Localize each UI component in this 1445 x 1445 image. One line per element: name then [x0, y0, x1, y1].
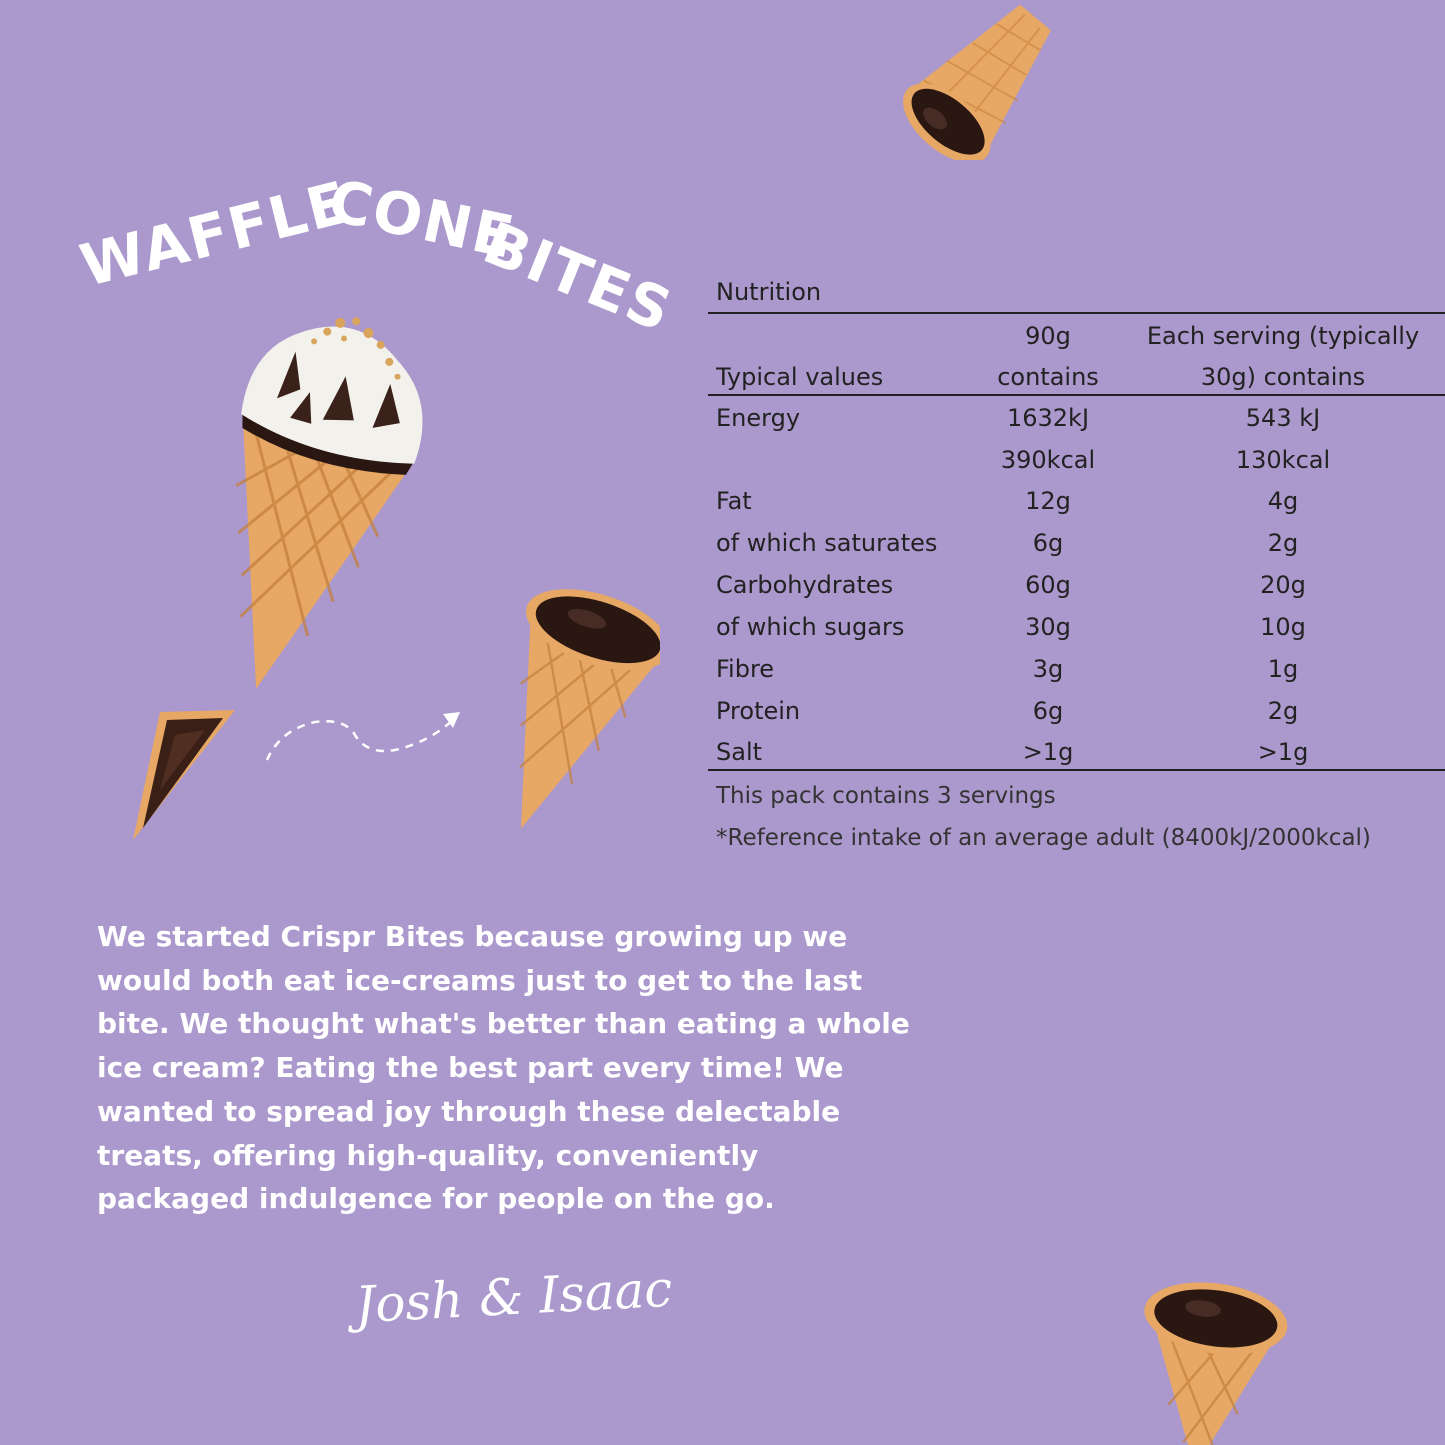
row-label: Fat [716, 487, 752, 515]
row-per90: 30g [1025, 613, 1071, 641]
reference-intake-note: *Reference intake of an average adult (8400kJ/2000kcal) [716, 825, 1371, 851]
row-serving: 543 kJ [1245, 404, 1321, 432]
row-label: Protein [716, 697, 801, 725]
row-per90: 390kcal [1000, 446, 1096, 474]
row-per90: 6g [1032, 697, 1064, 725]
row-label: of which sugars [716, 613, 905, 641]
middle-cone-image [480, 580, 660, 840]
title-word-3: BITES [474, 208, 683, 346]
row-per90: 60g [1025, 571, 1071, 599]
row-serving: 130kcal [1235, 446, 1331, 474]
title-word-1: WAFFLE [73, 167, 357, 301]
row-per90: 12g [1025, 487, 1071, 515]
row-serving: 2g [1267, 529, 1299, 557]
header-serving-line2: 30g) contains [1200, 363, 1366, 391]
header-serving-line1: Each serving (typically [1146, 322, 1420, 350]
row-label: Salt [716, 738, 763, 766]
servings-note: This pack contains 3 servings [716, 783, 1056, 809]
cone-tip-image [125, 700, 245, 845]
row-per90: 3g [1032, 655, 1064, 683]
header-typical-values: Typical values [716, 363, 884, 391]
divider [708, 769, 1445, 771]
top-cone-image [860, 0, 1090, 160]
row-serving: >1g [1257, 738, 1309, 766]
row-serving: 20g [1260, 571, 1306, 599]
row-serving: 1g [1267, 655, 1299, 683]
founders-signature: Josh & Isaac [353, 1259, 674, 1335]
row-label: Carbohydrates [716, 571, 894, 599]
header-90g-line2: contains [997, 363, 1099, 391]
divider [708, 394, 1445, 396]
nutrition-heading: Nutrition [716, 278, 822, 306]
row-serving: 2g [1267, 697, 1299, 725]
brand-story: We started Crispr Bites because growing up we would both eat ice-creams just to get to the last bite. We thought what's better than eating a whole ice cream? Eating the best part every time! We wanted to spread joy through these delectable treats, offering high-quality, conveniently packaged indulgence for people on the go. [97, 920, 910, 1216]
main-cone-image [170, 300, 440, 700]
bottom-cone-image [1130, 1270, 1290, 1445]
row-label: Fibre [716, 655, 775, 683]
row-per90: 6g [1032, 529, 1064, 557]
title-word-2: CONE [322, 166, 522, 272]
row-serving: 10g [1260, 613, 1306, 641]
header-90g-line1: 90g [1025, 322, 1071, 350]
row-label: Energy [716, 404, 801, 432]
divider [708, 312, 1445, 314]
row-serving: 4g [1267, 487, 1299, 515]
row-label: of which saturates [716, 529, 938, 557]
row-per90: >1g [1022, 738, 1074, 766]
dashed-arrow-icon [255, 700, 470, 770]
row-per90: 1632kJ [1006, 404, 1090, 432]
